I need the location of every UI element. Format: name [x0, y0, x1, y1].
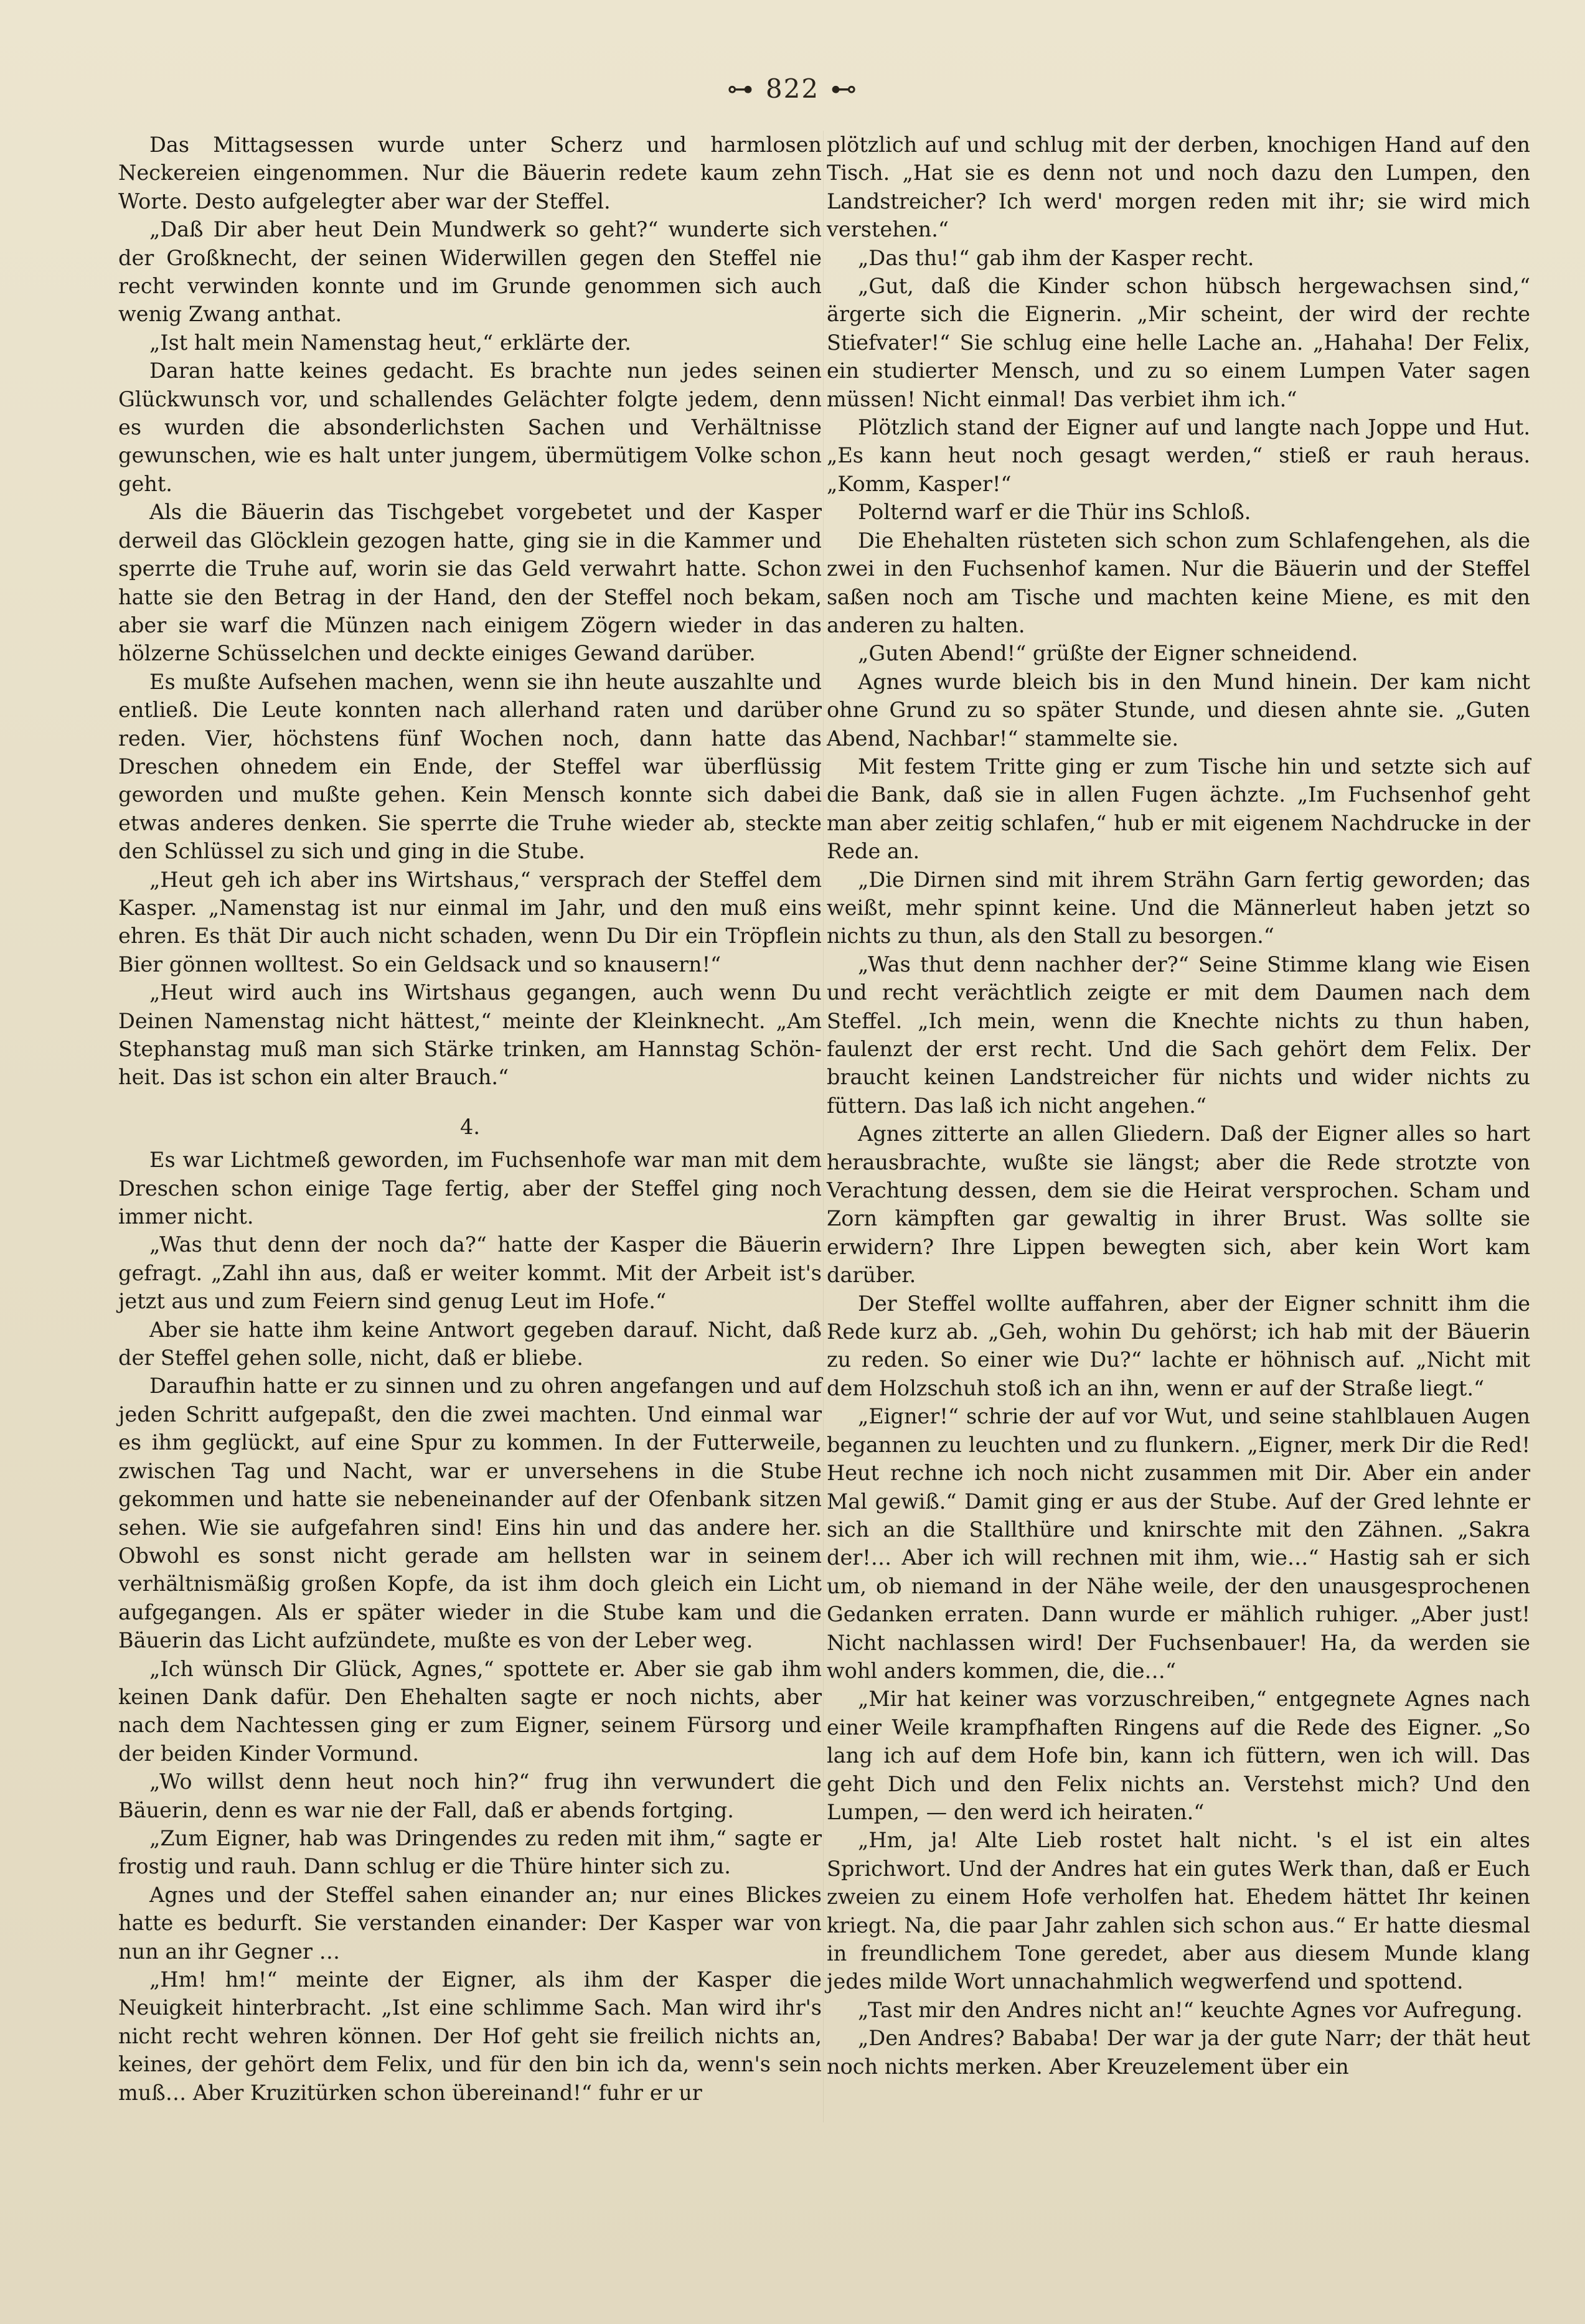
right-column	[827, 131, 1530, 2081]
paragraph: „Zum Eigner, hab was Dringendes zu reden mit ihm,“ sagte er frostig und rauh. Dann schlug er die Thüre hinter sich zu.	[118, 1825, 822, 1879]
paragraph: „Wo willst denn heut noch hin?“ frug ihn verwundert die Bäuerin, denn es war nie der Fall, daß er abends fortging.	[118, 1769, 822, 1822]
paragraph: „Hm! hm!“ meinte der Eigner, als ihm der Kasper die Neuigkeit hinterbracht. „Ist eine schlimme Sach. Man wird ihr's nicht recht wehren können. Der Hof geht sie freilich nichts an, keines, der gehört dem Felix, und für den bin ich da, wenn's sein muß… Aber Kruzitürken schon übereinand!“ fuhr er ur	[118, 1967, 822, 2105]
paragraph: „Den Andres? Bababa! Der war ja der gute Narr; der thät heut noch nichts merken. Aber Kreuzelement über ein	[827, 2026, 1530, 2079]
paragraph: Agnes wurde bleich bis in den Mund hinein. Der kam nicht ohne Grund zu so später Stunde, und diesen ahnte sie. „Guten Abend, Nachbar!“ stammelte sie.	[827, 669, 1530, 751]
paragraph: Aber sie hatte ihm keine Antwort gegeben darauf. Nicht, daß der Steffel gehen solle, nicht, daß er bliebe.	[118, 1317, 822, 1371]
column-divider	[823, 131, 824, 2122]
paragraph: Die Ehehalten rüsteten sich schon zum Schlafengehen, als die zwei in den Fuchsenhof kamen. Nur die Bäuerin und der Steffel saßen noch am Tische und machten keine Miene, es mit den anderen zu halten.	[827, 528, 1530, 637]
paragraph: „Daß Dir aber heut Dein Mundwerk so geht?“ wunderte sich der Großknecht, der seinen Widerwillen gegen den Steffel nie recht verwinden konnte und im Grunde genommen sich auch wenig Zwang anthat.	[118, 217, 822, 327]
page-number: ⊶ 822 ⊷	[727, 73, 858, 104]
page-number-text: 822	[765, 73, 820, 104]
paragraph: „Mir hat keiner was vorzuschreiben,“ entgegnete Agnes nach einer Weile krampfhaften Ringens auf die Rede des Eigner. „So lang ich auf dem Hofe bin, kann ich füttern, wen ich will. Das geht Dich und den Felix nichts an. Verstehst mich? Und den Lumpen, — den werd ich heiraten.“	[827, 1687, 1530, 1824]
paragraph: „Ich wünsch Dir Glück, Agnes,“ spottete er. Aber sie gab ihm keinen Dank dafür. Den Ehehalten sagte er noch nichts, aber nach dem Nachtessen ging er zum Eigner, seinem Fürsorg und der beiden Kinder Vormund.	[118, 1656, 822, 1766]
paragraph: „Das thu!“ gab ihm der Kasper recht.	[858, 245, 1254, 270]
paragraph: Agnes und der Steffel sahen einander an; nur eines Blickes hatte es bedurft. Sie verstanden einander: Der Kasper war von nun an ihr Gegner …	[118, 1882, 822, 1964]
paragraph: Es mußte Aufsehen machen, wenn sie ihn heute auszahlte und entließ. Die Leute konnten nach allerhand raten und darüber reden. Vier, höchstens fünf Wochen noch, dann hatte das Dreschen ohnedem ein Ende, der Steffel war überflüssig geworden und mußte gehen. Kein Mensch konnte sich dabei etwas anderes denken. Sie sperrte die Truhe wieder ab, steckte den Schlüssel zu sich und ging in die Stube.	[118, 669, 822, 864]
paragraph: „Ist halt mein Namenstag heut,“ erklärte der.	[149, 330, 631, 355]
paragraph: Polternd warf er die Thür ins Schloß.	[858, 500, 1251, 525]
paragraph: „Guten Abend!“ grüßte der Eigner schneidend.	[858, 641, 1358, 666]
paragraph: Mit festem Tritte ging er zum Tische hin und setzte sich auf die Bank, daß sie in allen Fugen ächzte. „Im Fuchsenhof geht man aber zeitig schlafen,“ hub er mit eigenem Nachdrucke in der Rede an.	[827, 754, 1530, 864]
paragraph: „Gut, daß die Kinder schon hübsch hergewachsen sind,“ ärgerte sich die Eignerin. „Mir scheint, der wird der rechte Stiefvater!“ Sie schlug eine helle Lache an. „Hahaha! Der Felix, ein studierter Mensch, und zu so einem Lumpen Vater sagen müssen! Nicht einmal! Das verbiet ihm ich.“	[827, 274, 1530, 411]
paragraph: „Tast mir den Andres nicht an!“ keuchte Agnes vor Aufregung.	[858, 1997, 1523, 2022]
paragraph: Plötzlich stand der Eigner auf und langte nach Joppe und Hut. „Es kann heut noch gesagt werden,“ stieß er rauh heraus. „Komm, Kasper!“	[827, 415, 1530, 496]
paragraph: „Die Dirnen sind mit ihrem Strähn Garn fertig geworden; das weißt, mehr spinnt keine. Und die Männerleut haben jetzt so nichts zu thun, als den Stall zu besorgen.“	[827, 867, 1530, 949]
paragraph: Daraufhin hatte er zu sinnen und zu ohren angefangen und auf jeden Schritt aufgepaßt, den die zwei machten. Und einmal war es ihm geglückt, auf eine Spur zu kommen. In der Futterweile, zwischen Tag und Nacht, war er unversehens in die Stube gekommen und hatte sie nebeneinander auf der Ofenbank sitzen sehen. Wie sie aufgefahren sind! Eins hin und das andere her. Obwohl es sonst nicht gerade am hellsten war in seinem verhältnismäßig großen Kopfe, da ist ihm doch gleich ein Licht aufgegangen. Als er später wieder in die Stube kam und die Bäuerin das Licht aufzündete, mußte es von der Leber weg.	[118, 1374, 822, 1653]
paragraph: Als die Bäuerin das Tischgebet vorgebetet und der Kasper derweil das Glöcklein gezogen hatte, ging sie in die Kammer und sperrte die Truhe auf, worin sie das Geld verwahrt hatte. Schon hatte sie den Betrag in der Hand, den der Steffel noch bekam, aber sie warf die Münzen nach einigem Zögern wieder in das hölzerne Schüsselchen und deckte einiges Gewand darüber.	[118, 500, 822, 666]
paragraph: „Hm, ja! Alte Lieb rostet halt nicht. 's el ist ein altes Sprichwort. Und der Andres hat ein gutes Werk than, daß er Euch zweien zu einem Hofe verholfen hat. Ehedem hättet Ihr keinen kriegt. Na, die paar Jahr zahlen sich schon aus.“ Er hatte diesmal in freundlichem Tone geredet, aber aus diesem Munde klang jedes milde Wort unnachahmlich wegwerfend und spottend.	[827, 1828, 1530, 1994]
paragraph: Der Steffel wollte auffahren, aber der Eigner schnitt ihm die Rede kurz ab. „Geh, wohin Du gehörst; ich hab mit der Bäuerin zu reden. So einer wie Du?“ lachte er höhnisch auf. „Nicht mit dem Holzschuh stoß ich an ihn, wenn er auf der Straße liegt.“	[827, 1291, 1530, 1400]
paragraph: Es war Lichtmeß geworden, im Fuchsenhofe war man mit dem Dreschen schon einige Tage fertig, aber der Steffel ging noch immer nicht.	[118, 1148, 822, 1229]
paragraph: Das Mittagsessen wurde unter Scherz und harmlosen Neckereien eingenommen. Nur die Bäuerin redete kaum zehn Worte. Desto aufgelegter aber war der Steffel.	[118, 133, 822, 213]
paragraph: „Was thut denn nachher der?“ Seine Stimme klang wie Eisen und recht verächtlich zeigte er mit dem Daumen nach dem Steffel. „Ich mein, wenn die Knechte nichts zu thun haben, faulenzt der erst recht. Und die Sach gehört dem Felix. Der braucht keinen Landstreicher für nichts und wider nichts zu füttern. Das laß ich nicht angehen.“	[827, 952, 1530, 1118]
paragraph: plötzlich auf und schlug mit der derben, knochigen Hand auf den Tisch. „Hat sie es denn not und noch dazu den Lumpen, den Landstreicher? Ich werd' morgen reden mit ihr; sie wird mich verstehen.“	[827, 133, 1530, 242]
paragraph: Agnes zitterte an allen Gliedern. Daß der Eigner alles so hart herausbrachte, wußte sie längst; aber die Rede strotzte von Verachtung dessen, dem sie die Heirat versprochen. Scham und Zorn kämpften gar gewaltig in ihrer Brust. Was sollte sie erwidern? Ihre Lippen bewegten sich, aber kein Wort kam darüber.	[827, 1122, 1530, 1288]
paragraph: „Heut wird auch ins Wirtshaus gegangen, auch wenn Du Deinen Namenstag nicht hättest,“ meinte der Kleinknecht. „Am Stephanstag muß man sich Stärke trinken, am Hannstag Schönheit. Das ist schon ein alter Brauch.“	[118, 980, 822, 1090]
paragraph: Daran hatte keines gedacht. Es brachte nun jedes seinen Glückwunsch vor, und schallendes Gelächter folgte jedem, denn es wurden die absonderlichsten Sachen und Verhältnisse gewunschen, wie es halt unter jungem, übermütigem Volke schon geht.	[118, 358, 822, 496]
paragraph: „Heut geh ich aber ins Wirtshaus,“ versprach der Steffel dem Kasper. „Namenstag ist nur einmal im Jahr, und den muß eins ehren. Es thät Dir auch nicht schaden, wenn Du Dir ein Tröpflein Bier gönnen wolltest. So ein Geldsack und so knausern!“	[118, 867, 822, 977]
paragraph: „Eigner!“ schrie der auf vor Wut, und seine stahlblauen Augen begannen zu leuchten und zu flunkern. „Eigner, merk Dir die Red! Heut rechne ich noch nicht zusammen mit Dir. Aber ein ander Mal gewiß.“ Damit ging er aus der Stube. Auf der Gred lehnte er sich an die Stallthüre und knirschte mit den Zähnen. „Sakra der!… Aber ich will rechnen mit ihm, wie…“ Hastig sah er sich um, ob niemand in der Nähe weile, der den unausgesprochenen Gedanken erraten. Dann wurde er mählich ruhiger. „Aber just! Nicht nachlassen wird! Der Fuchsenbauer! Ha, da werden sie wohl anders kommen, die, die…“	[827, 1404, 1530, 1683]
paragraph: „Was thut denn der noch da?“ hatte der Kasper die Bäuerin gefragt. „Zahl ihn aus, daß er weiter kommt. Mit der Arbeit ist's jetzt aus und zum Feiern sind genug Leut im Hofe.“	[118, 1232, 822, 1314]
section-number: 4.	[460, 1114, 480, 1139]
left-column	[118, 131, 822, 2107]
